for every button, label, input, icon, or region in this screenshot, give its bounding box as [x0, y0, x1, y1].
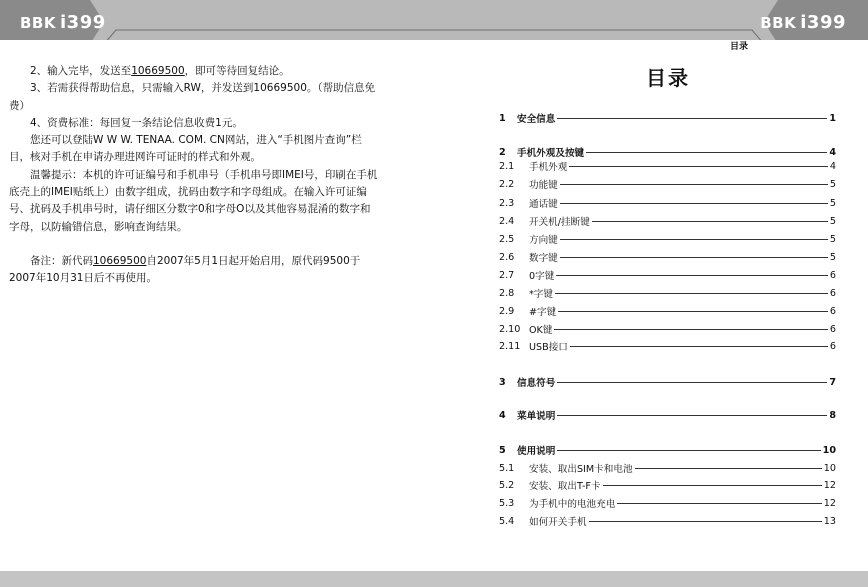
toc-entry-page: 5	[829, 215, 836, 227]
toc-entry-title: 信息符号	[517, 378, 556, 389]
paragraph-tip: 温馨提示：本机的许可证编号和手机串号（手机串号即IMEI号，印刷在手机底壳上的IMEI贴纸上）由数字组成，扰码由数字和字母组成。在输入许可证编号、扰码及手机串号时，请仔细区分数字0和字母O以及其他容易混淆的数字和字母，以防输错信息，影响查询结果。	[9, 168, 378, 233]
toc-entry-title: 菜单说明	[517, 411, 556, 422]
toc-entry[interactable]	[499, 339, 836, 353]
paragraph-help: 3、若需获得帮助信息，只需输入RW，并发送到10669500。（帮助信息免费）	[9, 82, 376, 112]
paragraph-website: 您还可以登陆W W W. TENAA. COM. CN网站，进入“手机图片查询”栏目，核对手机在申请办理进网许可证时的样式和外观。	[9, 134, 362, 164]
paragraph-note: 备注：新代码10669500自2007年5月1日起开始启用，原代码9500于2007年10月31日后不再使用。	[9, 254, 361, 285]
toc-entry-number: 4	[499, 409, 506, 421]
toc-leader-line	[557, 415, 827, 416]
toc-leader-line	[554, 329, 827, 330]
toc-entry[interactable]	[499, 443, 836, 457]
section-label: 目录	[729, 42, 748, 52]
toc-title: 目录	[646, 66, 690, 90]
toc-entry[interactable]	[499, 304, 836, 318]
toc-entry[interactable]	[499, 159, 836, 173]
toc-entry[interactable]	[499, 111, 836, 125]
toc-entry[interactable]	[499, 478, 836, 492]
sms-number: 10669500	[131, 65, 185, 77]
toc-entry-title: 如何开关手机	[529, 517, 587, 528]
toc-entry-page: 5	[829, 178, 836, 190]
toc-leader-line	[560, 239, 828, 240]
brand-model: i399	[800, 12, 846, 33]
toc-entry[interactable]	[499, 232, 836, 246]
toc-entry[interactable]	[499, 496, 836, 510]
new-sms-number: 10669500	[93, 254, 147, 267]
toc-entry-number: 2.11	[499, 340, 521, 352]
toc-entry-page: 8	[829, 409, 836, 421]
toc-leader-line	[558, 311, 828, 312]
toc-entry-page: 10	[823, 462, 836, 474]
paragraph-fee: 4、资费标准：每回复一条结论信息收费1元。	[30, 116, 243, 129]
toc-leader-line	[557, 382, 827, 383]
toc-entry-title: USB接口	[529, 342, 568, 353]
toc-entry-number: 2	[499, 146, 506, 158]
toc-entry-page: 4	[829, 146, 836, 158]
toc-entry-title: 为手机中的电池充电	[529, 499, 616, 510]
toc-leader-line	[557, 450, 820, 451]
toc-entry-page: 6	[829, 323, 836, 335]
toc-entry-number: 2.8	[499, 287, 515, 299]
page-footer-band	[0, 571, 868, 587]
toc-leader-line	[592, 221, 828, 222]
toc-entry-page: 6	[829, 287, 836, 299]
toc-entry-page: 7	[829, 376, 836, 388]
toc-leader-line	[570, 346, 828, 347]
toc-entry-number: 1	[499, 112, 506, 124]
toc-entry-page: 6	[829, 340, 836, 352]
brand-name: BBK	[760, 14, 797, 32]
toc-entry-title: 安装、取出SIM卡和电池	[529, 464, 633, 475]
toc-entry-number: 2.2	[499, 178, 515, 190]
toc-entry-title: 使用说明	[517, 446, 556, 457]
toc-leader-line	[589, 521, 822, 522]
toc-entry-number: 2.1	[499, 160, 515, 172]
toc-leader-line	[617, 503, 821, 504]
toc-leader-line	[556, 275, 828, 276]
toc-entry-title: *字键	[529, 289, 553, 300]
toc-entry-title: 手机外观及按键	[517, 148, 585, 159]
spacer	[9, 236, 379, 253]
toc-leader-line	[560, 203, 828, 204]
toc-entry-title: 开关机/挂断键	[529, 217, 590, 228]
toc-leader-line	[603, 485, 822, 486]
toc-entry-page: 1	[829, 112, 836, 124]
toc-entry-number: 2.4	[499, 215, 515, 227]
toc-leader-line	[560, 184, 828, 185]
toc-entry[interactable]	[499, 375, 836, 389]
toc-entry[interactable]	[499, 145, 836, 159]
toc-entry-number: 2.3	[499, 197, 515, 209]
toc-entry-number: 5.4	[499, 515, 515, 527]
toc-entry[interactable]	[499, 461, 836, 475]
toc-entry-title: 通话键	[529, 199, 558, 210]
toc-entry-title: #字键	[529, 307, 557, 318]
toc-entry[interactable]	[499, 322, 836, 336]
toc-entry-page: 5	[829, 197, 836, 209]
toc-entry-number: 2.10	[499, 323, 521, 335]
toc-entry-page: 5	[829, 233, 836, 245]
toc-entry[interactable]	[499, 286, 836, 300]
toc-entry[interactable]	[499, 514, 836, 528]
toc-entry-page: 5	[829, 251, 836, 263]
toc-leader-line	[635, 468, 822, 469]
toc-entry-page: 6	[829, 305, 836, 317]
toc-leader-line	[586, 152, 827, 153]
toc-entry-title: 手机外观	[529, 162, 568, 173]
toc-entry-title: 0字键	[529, 271, 555, 282]
toc-leader-line	[557, 118, 827, 119]
toc-entry-title: OK键	[529, 325, 553, 336]
brand-model: i399	[60, 12, 106, 33]
toc-entry-title: 数字键	[529, 253, 558, 264]
left-page-text	[9, 63, 379, 288]
toc-entry-number: 2.5	[499, 233, 515, 245]
toc-entry-number: 2.6	[499, 251, 515, 263]
toc-entry-title: 方向键	[529, 235, 558, 246]
toc-entry-number: 5.3	[499, 497, 515, 509]
toc-entry-page: 10	[822, 444, 836, 456]
toc-entry-title: 安全信息	[517, 114, 556, 125]
toc-entry-page: 12	[823, 479, 836, 491]
brand-right	[760, 12, 846, 33]
toc-leader-line	[569, 166, 828, 167]
toc-entry-page: 13	[823, 515, 836, 527]
toc-entry-title: 安装、取出T-F卡	[529, 481, 601, 492]
toc-entry-title: 功能键	[529, 180, 558, 191]
toc-entry-number: 2.9	[499, 305, 515, 317]
toc-leader-line	[560, 257, 828, 258]
toc-entry-number: 5.2	[499, 479, 515, 491]
toc-entry[interactable]	[499, 214, 836, 228]
toc-entry[interactable]	[499, 177, 836, 191]
toc-entry-page: 12	[823, 497, 836, 509]
toc-entry-number: 5	[499, 444, 506, 456]
toc-entry-number: 5.1	[499, 462, 515, 474]
toc-entry[interactable]	[499, 408, 836, 422]
toc-entry[interactable]	[499, 268, 836, 282]
paragraph-send: 2、输入完毕，发送至10669500，即可等待回复结论。	[30, 65, 290, 77]
brand-name: BBK	[20, 14, 56, 32]
toc-entry[interactable]	[499, 250, 836, 264]
toc-entry-page: 4	[829, 160, 836, 172]
toc-entry[interactable]	[499, 196, 836, 210]
toc-leader-line	[555, 293, 828, 294]
toc-entry-number: 2.7	[499, 269, 515, 281]
toc-entry-number: 3	[499, 376, 506, 388]
toc-entry-page: 6	[829, 269, 836, 281]
brand-left	[20, 12, 106, 33]
